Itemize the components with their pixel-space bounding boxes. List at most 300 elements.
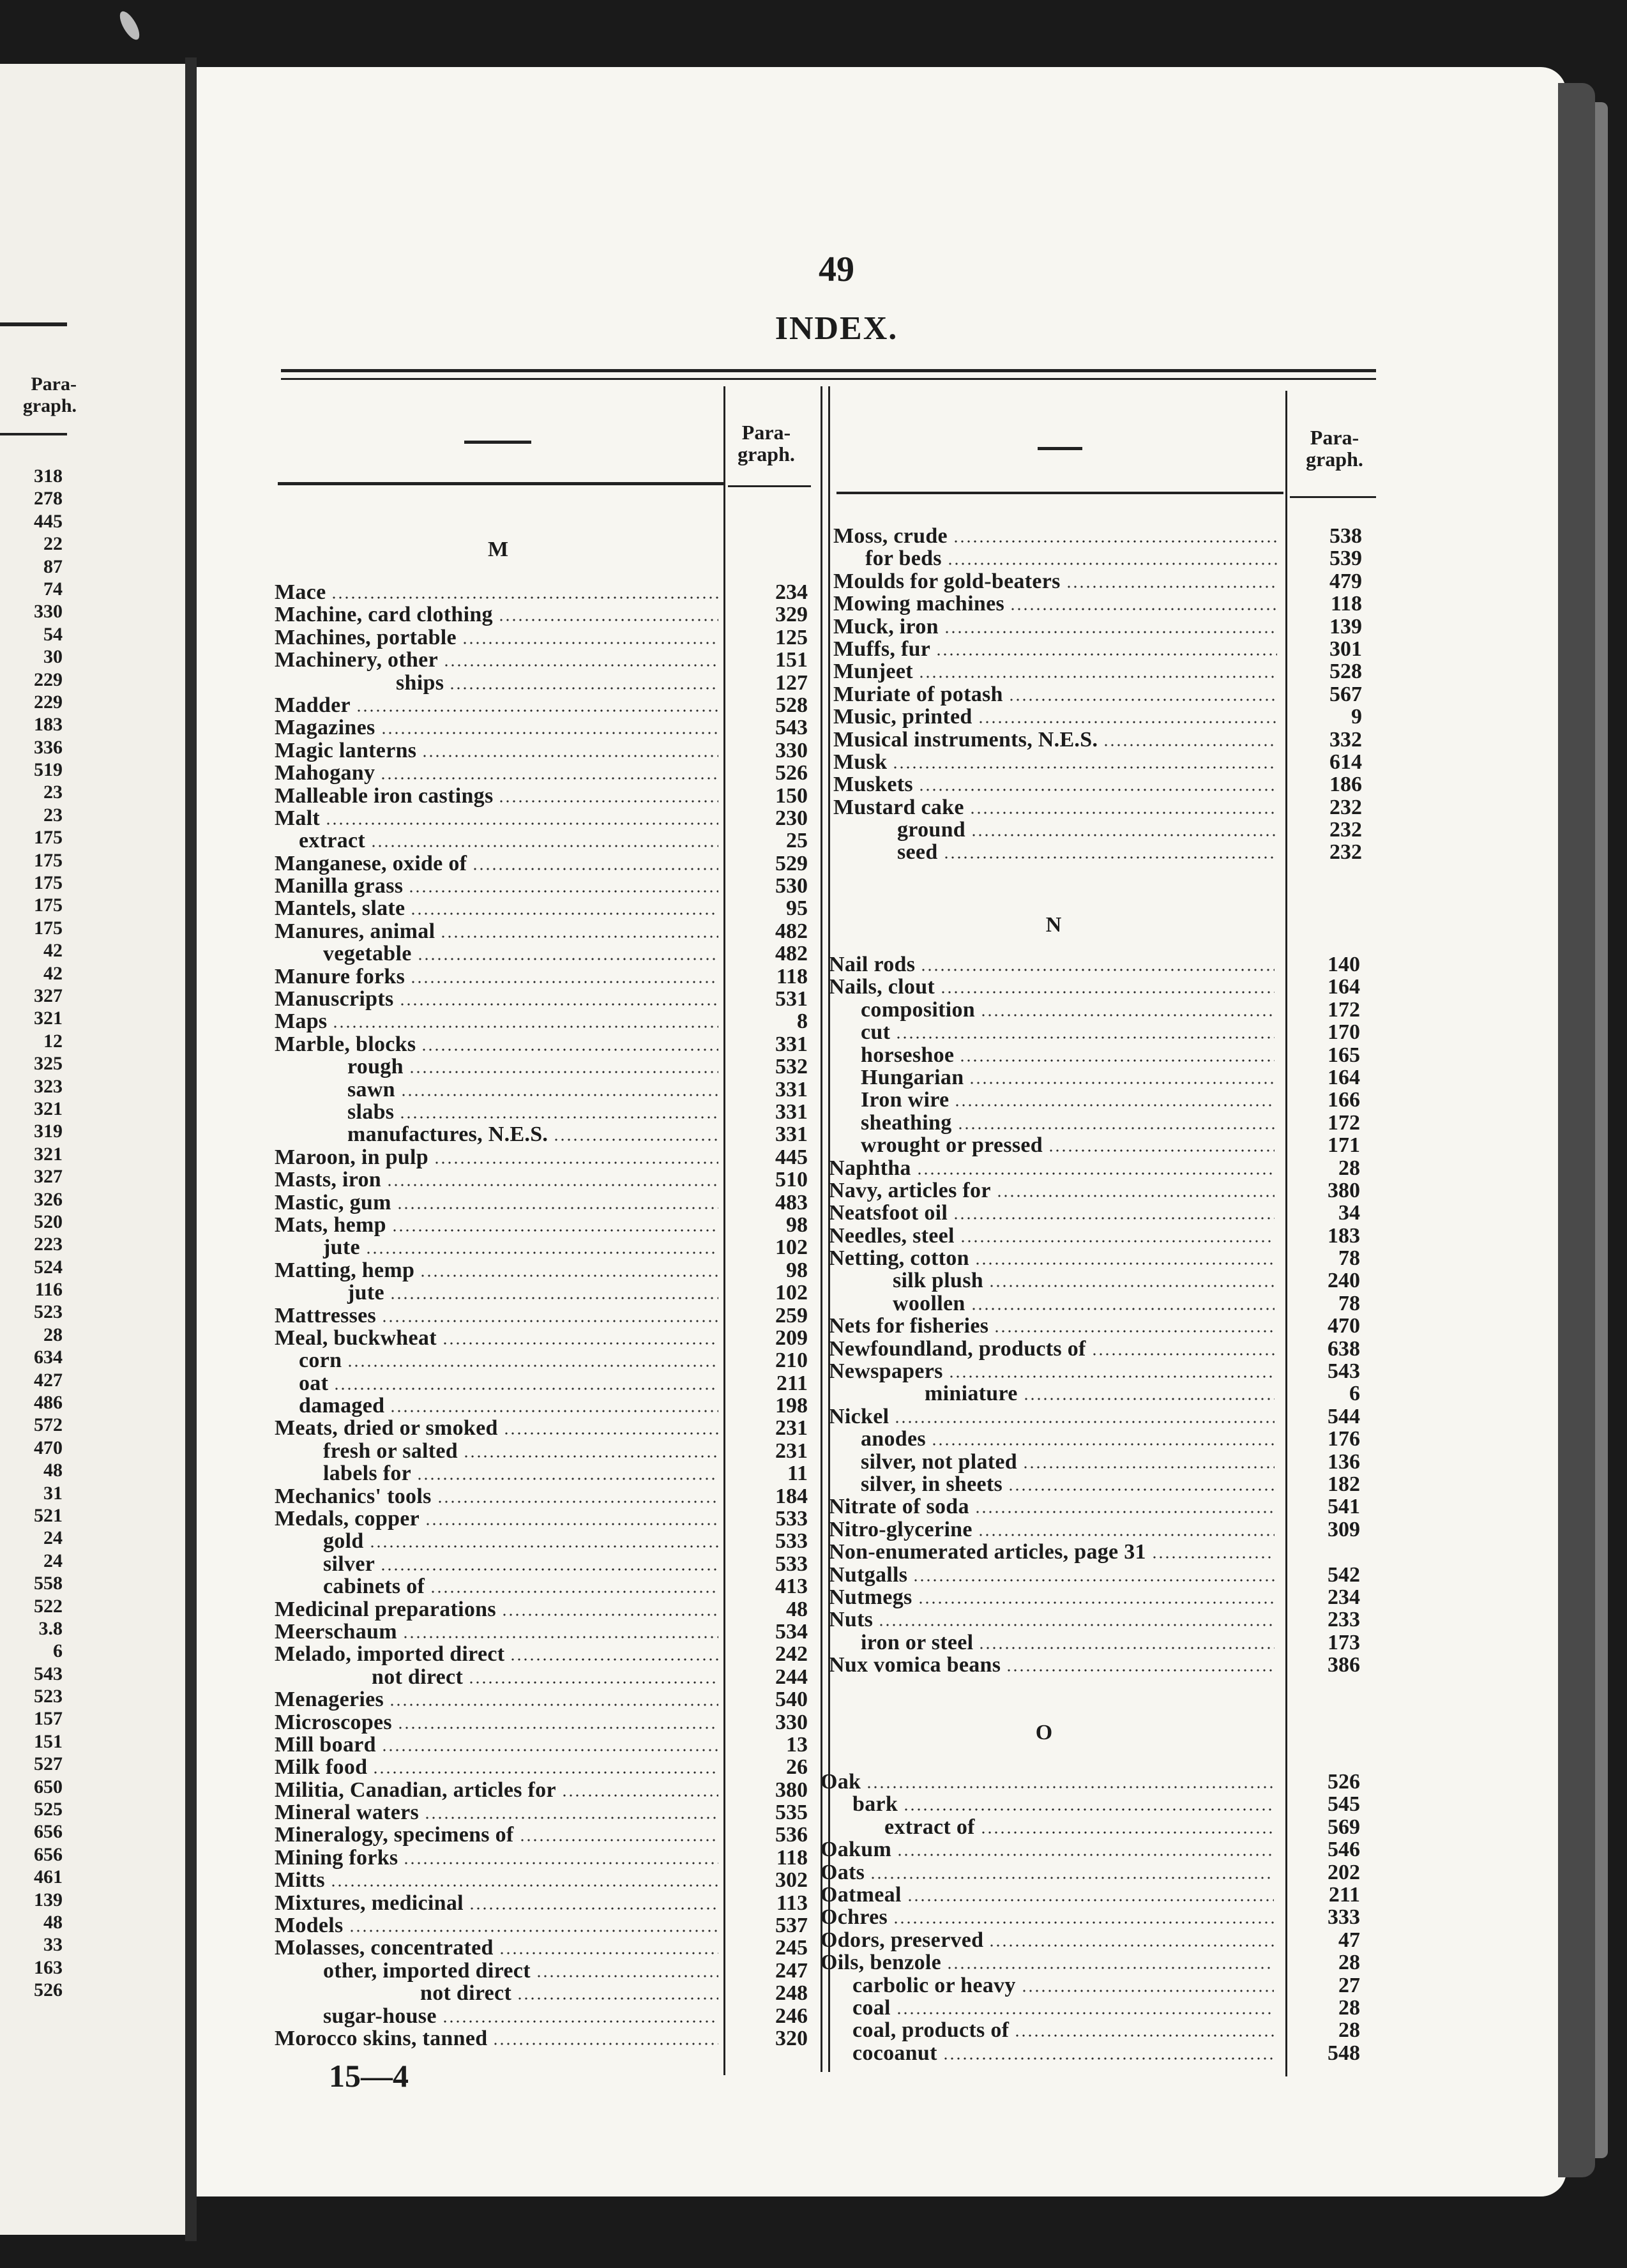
paragraph-number: 13 (786, 1732, 808, 1757)
dot-leader (380, 777, 718, 780)
dot-leader (517, 1997, 718, 2000)
index-entry (829, 1225, 1368, 1247)
index-entry (829, 1202, 1368, 1224)
index-entry (829, 1157, 1368, 1179)
entry-term: Navy, articles for (829, 1178, 991, 1202)
dot-leader (381, 1320, 718, 1322)
entry-term: Mats, hemp (275, 1213, 386, 1237)
paragraph-number: 140 (1328, 953, 1360, 976)
left-page-number: 48 (43, 1460, 63, 1481)
index-entry (821, 1884, 1368, 1906)
dot-leader (403, 1862, 718, 1864)
entry-term: silver, not plated (861, 1449, 1017, 1474)
left-page-number: 327 (34, 985, 63, 1006)
paragraph-number: 546 (1328, 1838, 1360, 1862)
dot-leader (893, 1921, 1274, 1924)
left-page-numbers (0, 465, 63, 2002)
dot-leader (380, 1568, 718, 1571)
dot-leader (370, 845, 718, 847)
dot-leader (912, 1579, 1275, 1582)
dot-leader (498, 619, 718, 621)
paragraph-number: 166 (1328, 1088, 1360, 1112)
entry-term: silk plush (893, 1269, 983, 1293)
index-entry (275, 1236, 808, 1260)
entry-term: horseshoe (861, 1043, 955, 1067)
index-entry (829, 976, 1368, 998)
index-entry (821, 1771, 1368, 1793)
index-entry (275, 1688, 808, 1712)
entry-term: Oats (821, 1860, 865, 1884)
entry-term: Naphtha (829, 1156, 911, 1180)
index-entry (829, 1338, 1368, 1360)
dot-leader (1151, 1556, 1275, 1559)
paragraph-number: 526 (1328, 1770, 1360, 1794)
index-entry (275, 1936, 808, 1960)
col1-num-header-rule (728, 485, 811, 487)
paragraph-number: 78 (1338, 1246, 1360, 1271)
left-page-number: 525 (34, 1799, 63, 1820)
paragraph-number: 28 (1338, 1156, 1360, 1180)
entry-term: Nitro-glycerine (829, 1517, 972, 1541)
left-page-number: 461 (34, 1866, 63, 1888)
dot-leader (903, 1808, 1274, 1811)
index-column-1 (275, 580, 808, 2050)
dot-leader (974, 1262, 1275, 1265)
index-entry (275, 1258, 808, 1282)
paragraph-number: 8 (797, 1009, 808, 1034)
entry-term: Mahogany (275, 761, 375, 785)
paragraph-number: 233 (1328, 1608, 1360, 1632)
index-entry (275, 1303, 808, 1327)
paragraph-number: 479 (1329, 569, 1362, 593)
entry-term: woollen (893, 1291, 965, 1315)
dot-leader (381, 732, 718, 734)
dot-leader (501, 1614, 718, 1616)
entry-term: cut (861, 1020, 891, 1045)
dot-leader (410, 912, 718, 915)
left-page-number: 54 (43, 623, 63, 645)
dot-leader (356, 709, 718, 712)
left-page-number: 319 (34, 1121, 63, 1142)
entry-term: manufactures, N.E.S. (347, 1123, 549, 1147)
paragraph-number: 28 (1338, 2018, 1360, 2043)
paragraph-number: 548 (1328, 2041, 1360, 2065)
entry-term: miniature (925, 1382, 1018, 1406)
entry-term: Machine, card clothing (275, 603, 493, 627)
paragraph-number: 240 (1328, 1269, 1360, 1293)
dot-leader (330, 1884, 718, 1887)
dot-leader (892, 766, 1277, 769)
index-entry (821, 1906, 1368, 1928)
dot-leader (442, 1342, 718, 1345)
index-entry (829, 1495, 1368, 1518)
dot-leader (980, 1831, 1274, 1834)
left-page-number: 321 (34, 1143, 63, 1165)
entry-term: Mowing machines (833, 592, 1004, 616)
dot-leader (895, 1036, 1275, 1039)
dot-leader (462, 642, 718, 644)
paragraph-number: 569 (1328, 1815, 1360, 1839)
entry-term: Madder (275, 693, 351, 717)
paragraph-number: 530 (775, 874, 808, 898)
index-entry (275, 1891, 808, 1915)
entry-term: Meats, dried or smoked (275, 1416, 498, 1440)
index-entry (275, 874, 808, 898)
entry-term: Nickel (829, 1404, 889, 1428)
entry-term: Moulds for gold-beaters (833, 569, 1061, 593)
entry-term: Manilla grass (275, 874, 404, 898)
dot-leader (468, 1681, 718, 1684)
entry-term: bark (852, 1792, 898, 1817)
index-entry (275, 1439, 808, 1463)
index-entry (275, 1619, 808, 1644)
entry-term: Nail rods (829, 953, 916, 976)
col2-num-header-rule (1290, 496, 1376, 498)
index-entry (821, 1997, 1368, 2019)
entry-term: coal, products of (852, 2018, 1010, 2043)
index-entry (821, 1861, 1368, 1884)
dot-leader (920, 969, 1275, 971)
dot-leader (390, 1410, 718, 1412)
paragraph-number: 482 (775, 919, 808, 943)
paragraph-number: 386 (1328, 1653, 1360, 1677)
paragraph-number: 27 (1338, 1973, 1360, 1997)
paragraph-number: 482 (775, 942, 808, 966)
dot-leader (1066, 586, 1277, 588)
paragraph-number: 541 (1328, 1495, 1360, 1519)
dot-leader (969, 812, 1277, 814)
index-entry (821, 2042, 1368, 2064)
dot-leader (870, 1877, 1274, 1879)
left-page-number: 229 (34, 691, 63, 713)
paragraph-number: 533 (775, 1552, 808, 1576)
entry-term: Mustard cake (833, 795, 964, 819)
entry-term: composition (861, 997, 975, 1022)
index-entry (833, 638, 1370, 660)
dot-leader (916, 1172, 1275, 1175)
index-entry (275, 1710, 808, 1734)
paragraph-number: 245 (775, 1936, 808, 1960)
entry-term: Ochres (821, 1905, 888, 1930)
dot-leader (894, 1421, 1275, 1423)
paragraph-number: 202 (1328, 1860, 1360, 1884)
paragraph-number: 164 (1328, 975, 1360, 999)
col1-header-dash (464, 441, 531, 444)
paragraph-number: 25 (786, 829, 808, 853)
entry-term: Odors, preserved (821, 1928, 984, 1952)
dot-leader (978, 1534, 1275, 1536)
entry-term: Nets for fisheries (829, 1314, 989, 1338)
index-column-2-m (833, 525, 1370, 864)
paragraph-number: 98 (786, 1258, 808, 1282)
entry-term: Melado, imported direct (275, 1642, 505, 1667)
left-page-number: 321 (34, 1098, 63, 1119)
dot-leader (416, 1478, 718, 1480)
dot-leader (866, 1786, 1274, 1788)
paragraph-number: 232 (1329, 840, 1362, 865)
index-entry (833, 570, 1370, 593)
paragraph-number: 211 (1328, 1882, 1360, 1907)
index-entry (275, 1868, 808, 1893)
left-page-number: 325 (34, 1053, 63, 1075)
index-entry (829, 1089, 1368, 1111)
paragraph-number: 543 (1328, 1359, 1360, 1384)
left-page-number: 634 (34, 1347, 63, 1368)
left-page-number: 524 (34, 1256, 63, 1278)
paragraph-number: 231 (775, 1416, 808, 1440)
dot-leader (978, 1647, 1275, 1649)
dot-leader (960, 1240, 1275, 1243)
entry-term: silver (323, 1552, 375, 1576)
page-edge (1558, 83, 1595, 2177)
entry-term: Malt (275, 806, 321, 830)
index-entry (275, 1778, 808, 1802)
left-page-number: 521 (34, 1504, 63, 1526)
index-entry (275, 1326, 808, 1350)
entry-term: damaged (299, 1394, 385, 1418)
index-entry (275, 1958, 808, 1983)
left-page-number: 327 (34, 1166, 63, 1188)
paragraph-number: 526 (775, 761, 808, 785)
entry-term: Manganese, oxide of (275, 851, 467, 875)
left-page-number: 470 (34, 1437, 63, 1458)
entry-term: Mineralogy, specimens of (275, 1823, 514, 1847)
index-entry (275, 1529, 808, 1554)
left-page-number: 572 (34, 1414, 63, 1436)
paragraph-number: 6 (1349, 1382, 1360, 1406)
section-letter-n: N (1045, 913, 1062, 937)
entry-term: Mixtures, medicinal (275, 1891, 464, 1915)
entry-term: Mastic, gum (275, 1190, 391, 1214)
entry-term: Music, printed (833, 705, 972, 729)
left-page-number: 650 (34, 1776, 63, 1797)
entry-term: Menageries (275, 1688, 384, 1712)
index-entry (833, 751, 1370, 773)
paragraph-number: 532 (775, 1055, 808, 1079)
entry-term: Nutmegs (829, 1585, 912, 1609)
left-page-number: 24 (43, 1550, 63, 1571)
dot-leader (325, 822, 718, 825)
left-page-number: 183 (34, 714, 63, 736)
entry-term: iron or steel (861, 1630, 974, 1654)
dot-leader (954, 1104, 1275, 1107)
left-page-number: 3.8 (38, 1617, 63, 1639)
index-entry (275, 987, 808, 1011)
paragraph-number: 247 (775, 1958, 808, 1983)
paragraph-number: 232 (1329, 818, 1362, 842)
entry-term: ships (396, 670, 444, 695)
entry-term: Maps (275, 1009, 328, 1034)
dot-leader (996, 1195, 1275, 1197)
left-page-number: 522 (34, 1595, 63, 1617)
paragraph-number: 125 (775, 625, 808, 649)
dot-leader (437, 1501, 718, 1503)
dot-leader (897, 1854, 1274, 1856)
paragraph-number: 244 (775, 1665, 808, 1689)
paragraph-number: 26 (786, 1755, 808, 1780)
entry-term: Models (275, 1914, 344, 1938)
index-entry (275, 1823, 808, 1847)
paragraph-number: 537 (775, 1914, 808, 1938)
paragraph-number: 11 (787, 1462, 808, 1486)
paragraph-number: 380 (775, 1778, 808, 1802)
entry-term: cabinets of (323, 1575, 425, 1599)
entry-term: other, imported direct (323, 1958, 531, 1983)
paragraph-number: 182 (1328, 1472, 1360, 1496)
paragraph-number: 380 (1328, 1178, 1360, 1202)
index-entry (829, 1134, 1368, 1156)
index-entry (275, 738, 808, 762)
entry-term: sawn (347, 1077, 395, 1101)
left-page-number: 523 (34, 1686, 63, 1707)
dot-leader (463, 1455, 718, 1458)
entry-term: jute (323, 1236, 360, 1260)
paragraph-number: 331 (775, 1032, 808, 1056)
paragraph-number: 259 (775, 1303, 808, 1327)
dot-leader (942, 2057, 1274, 2060)
dot-leader (391, 1229, 718, 1232)
page-number: 49 (819, 250, 854, 289)
paragraph-number: 118 (1330, 592, 1362, 616)
paragraph-number: 186 (1329, 773, 1362, 797)
index-entry (829, 1654, 1368, 1676)
paragraph-number: 184 (775, 1484, 808, 1508)
dot-leader (503, 1432, 718, 1435)
dot-leader (931, 1443, 1275, 1446)
dot-leader (499, 1952, 718, 1954)
index-entry (829, 1044, 1368, 1066)
dot-leader (402, 1636, 718, 1638)
index-entry (275, 1845, 808, 1870)
left-page-number: 42 (43, 940, 63, 962)
dot-leader (510, 1658, 718, 1661)
index-entry (275, 942, 808, 966)
entry-term: Oils, benzole (821, 1951, 942, 1975)
dot-leader (399, 1116, 718, 1119)
entry-term: Muffs, fur (833, 637, 931, 661)
col2-header-dash (1038, 447, 1082, 450)
entry-term: corn (299, 1349, 342, 1373)
index-entry (275, 1981, 808, 2006)
signature-mark: 15—4 (329, 2058, 409, 2094)
entry-term: not direct (420, 1981, 512, 2006)
entry-term: slabs (347, 1100, 395, 1124)
left-page-number: 175 (34, 917, 63, 939)
index-entry (829, 1066, 1368, 1089)
dot-leader (988, 1285, 1275, 1287)
dot-leader (918, 676, 1277, 678)
paragraph-number: 198 (775, 1394, 808, 1418)
index-entry (829, 1473, 1368, 1495)
entry-term: Mill board (275, 1732, 376, 1757)
dot-leader (332, 1025, 718, 1028)
index-entry (275, 1801, 808, 1825)
paragraph-number: 331 (775, 1123, 808, 1147)
dot-leader (442, 2020, 718, 2023)
index-entry (829, 1451, 1368, 1473)
entry-term: cocoanut (852, 2041, 937, 2065)
paragraph-number: 331 (775, 1077, 808, 1101)
index-entry (821, 1951, 1368, 1974)
index-entry (275, 1462, 808, 1486)
index-entry (275, 1732, 808, 1757)
index-entry (833, 841, 1370, 863)
dot-leader (386, 1184, 718, 1186)
entry-term: Needles, steel (829, 1223, 955, 1248)
left-page-number: 330 (34, 601, 63, 623)
dot-leader (399, 1003, 718, 1006)
entry-term: sugar-house (323, 2004, 437, 2028)
book-spine (185, 57, 197, 2241)
index-entry (275, 1665, 808, 1689)
paragraph-number: 172 (1328, 997, 1360, 1022)
entry-term: for beds (865, 547, 942, 571)
index-entry (275, 1168, 808, 1192)
left-page-number: 87 (43, 556, 63, 577)
entry-term: Newspapers (829, 1359, 943, 1384)
dot-leader (561, 1794, 718, 1797)
index-entry (829, 1541, 1368, 1563)
entry-term: Manure forks (275, 964, 405, 988)
dot-leader (1008, 1488, 1275, 1491)
dot-leader (1103, 744, 1277, 746)
index-entry (275, 1032, 808, 1056)
entry-term: Mechanics' tools (275, 1484, 432, 1508)
dot-leader (878, 1624, 1275, 1626)
index-entry (275, 1349, 808, 1373)
paragraph-number: 330 (775, 738, 808, 762)
paragraph-number: 164 (1328, 1065, 1360, 1089)
index-entry (275, 1552, 808, 1576)
paragraph-number: 234 (1328, 1585, 1360, 1609)
dot-leader (947, 563, 1277, 565)
paragraph-number: 136 (1328, 1449, 1360, 1474)
index-entry (829, 1382, 1368, 1405)
dot-leader (389, 1704, 718, 1706)
entry-term: seed (897, 840, 938, 865)
dot-leader (492, 2043, 718, 2045)
dot-leader (498, 800, 718, 803)
entry-term: extract of (884, 1815, 975, 1839)
entry-term: Nails, clout (829, 975, 935, 999)
index-entry (821, 1929, 1368, 1951)
paragraph-number: 9 (1351, 705, 1362, 729)
paragraph-number: 531 (775, 987, 808, 1011)
index-entry (821, 1793, 1368, 1815)
paragraph-number: 246 (775, 2004, 808, 2028)
entry-term: Hungarian (861, 1065, 964, 1089)
entry-term: Marble, blocks (275, 1032, 416, 1056)
dot-leader (400, 1094, 718, 1096)
left-page-number: 656 (34, 1843, 63, 1865)
index-entry (829, 1112, 1368, 1134)
dot-leader (1006, 1669, 1275, 1672)
index-entry (275, 1281, 808, 1305)
paragraph-number: 176 (1328, 1427, 1360, 1451)
paragraph-number: 413 (775, 1575, 808, 1599)
paragraph-number: 48 (786, 1597, 808, 1621)
entry-term: Medals, copper (275, 1507, 420, 1531)
left-page-number: 558 (34, 1573, 63, 1594)
left-page-number: 520 (34, 1211, 63, 1232)
dot-leader (1014, 2034, 1274, 2037)
dot-leader (390, 1297, 718, 1299)
paragraph-number: 98 (786, 1213, 808, 1237)
section-letter-m: M (487, 538, 509, 561)
dot-leader (397, 1207, 718, 1209)
index-entry (275, 1484, 808, 1508)
index-entry (275, 964, 808, 988)
